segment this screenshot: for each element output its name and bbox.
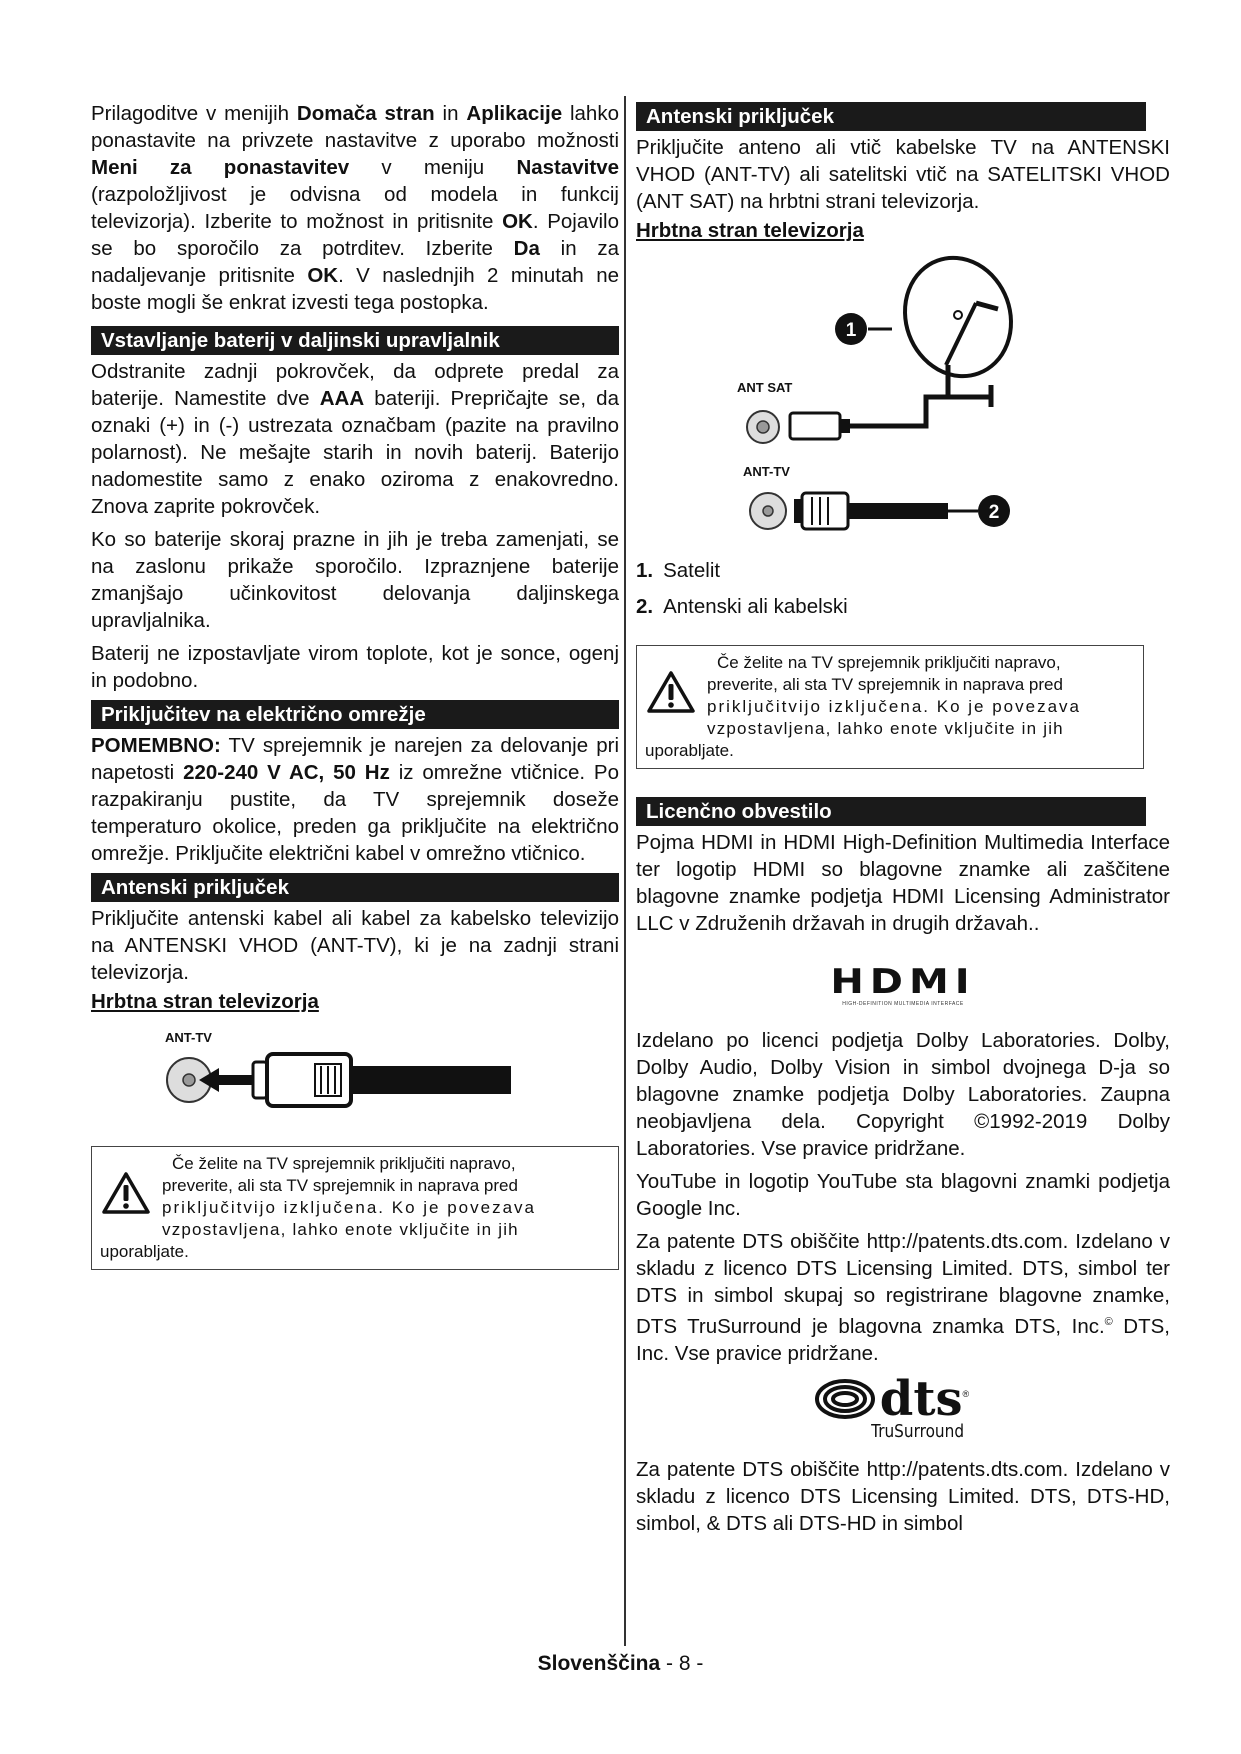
page-footer — [0, 1652, 1241, 1676]
ant-sat-label: ANT SAT — [737, 380, 793, 395]
satellite-antenna-figure — [636, 247, 1170, 547]
warning-line-4: vzpostavljena, lahko enote vključite in jih — [162, 1220, 519, 1239]
dts-paragraph-1: Za patente DTS obiščite http://patents.dts.com. Izdelano v skladu z licenco DTS Licensing Limited. DTS, simbol ter DTS in simbol skupaj so registrirane blagovne znamke, DTS TruSurround je blagovna znamka DTS, Inc.© DTS, Inc. Vse pravice pridržane. — [636, 1230, 1170, 1365]
antenna-heading-right: Antenski priključek — [636, 102, 1146, 131]
page-number: - 8 - — [660, 1652, 704, 1675]
batteries-paragraph-2: Ko so baterije skoraj prazne in jih je treba zamenjati, se na zaslonu prikaže sporočilo. Izpraznjene baterije zmanjšajo učinkovitost delovanja daljinskega upravljalnika. — [91, 528, 619, 632]
dts-logo — [636, 1370, 1170, 1442]
warning-box-left — [91, 1146, 619, 1270]
hdmi-paragraph: Pojma HDMI in HDMI High-Definition Multimedia Interface ter logotip HDMI so blagovne znamke ali zaščitene blagovne znamke podjetja HDMI Licensing Administrator LLC v Združenih državah in drugih državah.. — [636, 831, 1170, 935]
batteries-paragraph-1: Odstranite zadnji pokrovček, da odprete predal za baterije. Namestite dve AAA bateriji. Prepričajte se, da oznaki (+) in (-) ustrezata označbam (pazite na pravilno polarnost). Ne mešajte starih in novih baterij. Baterijo nadomestite samo z enako oziroma z enakovredno. Znova zaprite pokrovček. — [91, 360, 619, 518]
power-heading: Priključitev na električno omrežje — [91, 700, 619, 729]
hdmi-logo-tagline: HIGH-DEFINITION MULTIMEDIA INTERFACE — [842, 1001, 964, 1007]
youtube-paragraph: YouTube in logotip YouTube sta blagovni znamki podjetja Google Inc. — [636, 1170, 1170, 1220]
warning-box-right — [636, 645, 1144, 769]
warning-line-5: uporabljate. — [100, 1242, 189, 1261]
license-heading: Licenčno obvestilo — [636, 797, 1146, 826]
warning-line-1: Če želite na TV sprejemnik priključiti napravo, — [717, 653, 1061, 672]
footer-language: Slovenščina — [537, 1652, 661, 1675]
batteries-heading: Vstavljanje baterij v daljinski upravljalnik — [91, 326, 619, 355]
marker-1-number: 1 — [845, 320, 857, 341]
power-paragraph: POMEMBNO: TV sprejemnik je narejen za delovanje pri napetosti 220-240 V AC, 50 Hz iz omrežne vtičnice. Po razpakiranju pustite, da TV sprejemnik doseže temperaturo okolice, preden ga priključite na električno omrežje. Priključite električni kabel v omrežno vtičnico. — [91, 734, 619, 865]
tv-plug-icon — [802, 493, 848, 529]
dolby-paragraph: Izdelano po licenci podjetja Dolby Laboratories. Dolby, Dolby Audio, Dolby Vision in simbol dvojnega D-ja so blagovne znamke podjetja Dolby Laboratories. Zaupna neobjavljena dela. Copyright ©1992-2019 Dolby Laboratories. Vse pravice pridržane. — [636, 1029, 1170, 1160]
list-item: 1. Satelit — [636, 559, 721, 582]
warning-triangle-icon — [102, 1171, 150, 1215]
connection-list — [636, 553, 1170, 625]
dts-registered-mark: ® — [962, 1388, 970, 1399]
ant-tv-label: ANT-TV — [165, 1030, 212, 1045]
sat-plug-icon — [790, 413, 840, 439]
warning-line-2: preverite, ali sta TV sprejemnik in naprava pred — [707, 675, 1063, 694]
warning-line-3: priključitvijo izključena. Ko je povezava — [707, 697, 1081, 716]
hdmi-logo-text: HDMI — [830, 962, 976, 1002]
marker-2-number: 2 — [988, 502, 1000, 523]
antenna-cable — [351, 1066, 511, 1094]
antenna-paragraph-right: Priključite anteno ali vtič kabelske TV na ANTENSKI VHOD (ANT-TV) ali satelitski vtič na SATELITSKI VHOD (ANT SAT) na hrbtni strani televizorja. — [636, 136, 1170, 213]
ant-tv-connector-figure — [91, 1018, 619, 1128]
right-column — [636, 100, 1170, 1537]
list-item: 2. Antenski ali kabelski — [636, 595, 848, 618]
antenna-paragraph-left: Priključite antenski kabel ali kabel za kabelsko televizijo na ANTENSKI VHOD (ANT-TV), ki je na zadnji strani televizorja. — [91, 907, 619, 984]
batteries-paragraph-3: Baterij ne izpostavljate virom toplote, kot je sonce, ogenj in podobno. — [91, 642, 619, 692]
warning-line-2: preverite, ali sta TV sprejemnik in naprava pred — [162, 1176, 518, 1195]
dts-paragraph-2: Za patente DTS obiščite http://patents.dts.com. Izdelano v skladu z licenco DTS Licensing Limited. DTS, DTS-HD, simbol, & DTS ali DTS-HD in simbol — [636, 1457, 1170, 1535]
warning-line-4: vzpostavljena, lahko enote vključite in jih — [707, 719, 1064, 738]
intro-paragraph: Prilagoditve v menijih Domača stran in Aplikacije lahko ponastavite na privzete nastavitve z uporabo možnosti Meni za ponastavitev v meniju Nastavitve (razpoložljivost je odvisna od modela in funkcij televizorja). Izberite to možnost in pritisnite OK. Pojavilo se bo sporočilo za potrditev. Izberite Da in za nadaljevanje pritisnite OK. V naslednjih 2 minutah ne boste mogli še enkrat izvesti tega postopka. — [91, 102, 619, 314]
hdmi-logo — [636, 963, 1170, 1007]
tv-back-subheading-right: Hrbtna stran televizorja — [636, 219, 864, 242]
dts-swirl-icon — [815, 1377, 875, 1421]
antenna-heading-left: Antenski priključek — [91, 873, 619, 902]
column-divider — [624, 96, 626, 1646]
dts-logo-text: dts — [879, 1370, 963, 1427]
warning-line-1: Če želite na TV sprejemnik priključiti napravo, — [172, 1154, 516, 1173]
tv-back-subheading-left: Hrbtna stran televizorja — [91, 990, 319, 1013]
ant-tv-label-right: ANT-TV — [743, 464, 790, 479]
warning-line-5: uporabljate. — [645, 741, 734, 760]
dts-logo-tagline: TruSurround — [871, 1420, 965, 1442]
warning-line-3: priključitvijo izključena. Ko je povezava — [162, 1198, 536, 1217]
warning-triangle-icon — [647, 670, 695, 714]
left-column — [91, 100, 619, 1270]
